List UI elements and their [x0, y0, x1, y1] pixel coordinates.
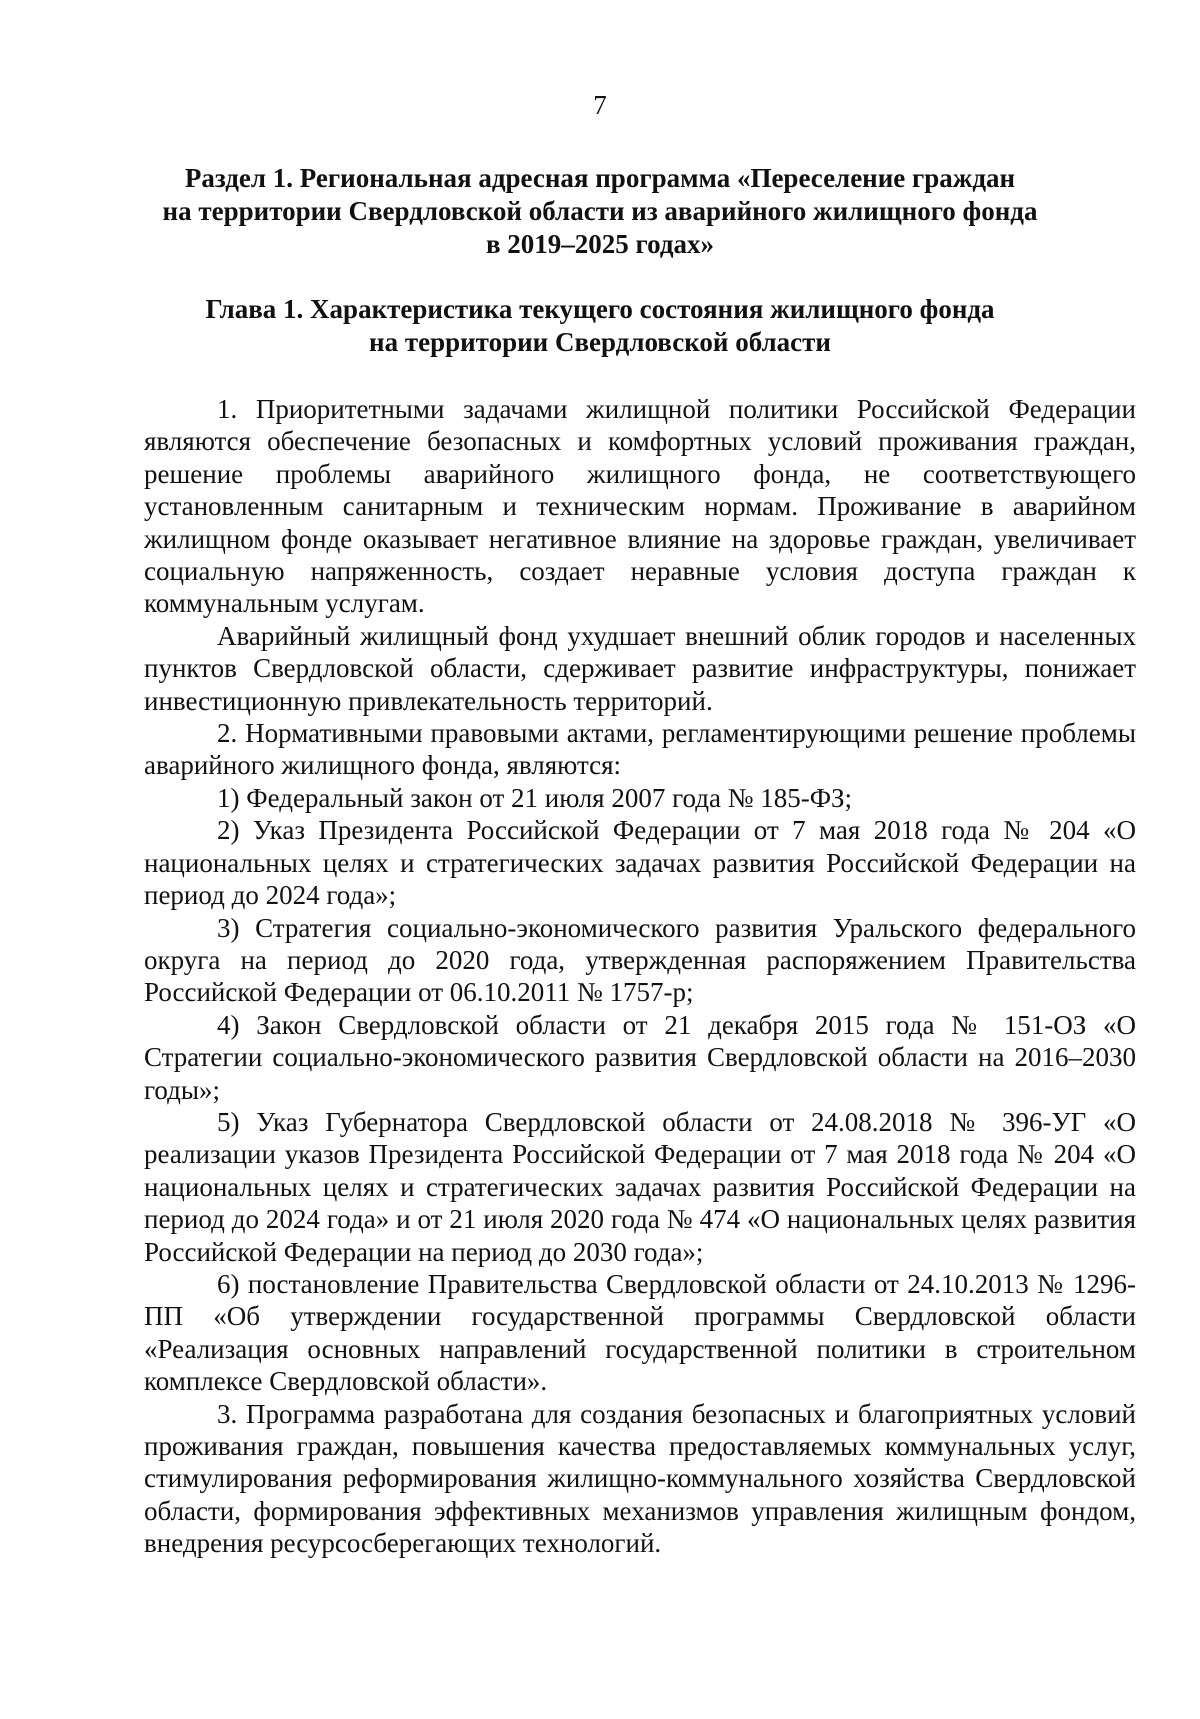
paragraph-3: 2. Нормативными правовыми актами, регламентирующими решение проблемы аварийного жилищного фонда, являются: [144, 718, 1136, 781]
list-item-3: 3) Стратегия социально-экономического развития Уральского федерального округа на период до 2020 года, утвержденная распоряжением Правительства Российской Федерации от 06.10.2011 № 1757-р; [144, 912, 1136, 1008]
paragraph-4: 3. Программа разработана для создания безопасных и благоприятных условий проживания граждан, повышения качества предоставляемых коммунальных услуг, стимулирования реформирования жилищно-коммунального хозяйства Свердловской области, формирования эффективных механизмов управления жилищным фондом, внедрения ресурсосберегающих технологий. [144, 1398, 1136, 1559]
chapter-title [150, 293, 1050, 359]
section-title-line-2: на территории Свердловской области из аварийного жилищного фонда [162, 196, 1038, 226]
chapter-title-line-1: Глава 1. Характеристика текущего состояния жилищного фонда [205, 294, 995, 324]
section-title-line-1: Раздел 1. Региональная адресная программа «Переселение граждан [184, 163, 1016, 193]
list-item-2: 2) Указ Президента Российской Федерации от 7 мая 2018 года № 204 «О национальных целях и стратегических задачах развития Российской Федерации на период до 2024 года»; [144, 815, 1136, 911]
section-title [150, 162, 1050, 261]
body-text [144, 393, 1136, 1560]
paragraph-1: 1. Приоритетными задачами жилищной политики Российской Федерации являются обеспечение безопасных и комфортных условий проживания граждан, решение проблемы аварийного жилищного фонда, не соответствующего установленным санитарным и техническим нормам. Проживание в аварийном жилищном фонде оказывает негативное влияние на здоровье граждан, увеличивает социальную напряженность, создает неравные условия доступа граждан к коммунальным услугам. [144, 394, 1136, 619]
list-item-1: 1) Федеральный закон от 21 июля 2007 года № 185-ФЗ; [217, 782, 853, 813]
page-number: 7 [593, 90, 607, 120]
paragraph-2: Аварийный жилищный фонд ухудшает внешний облик городов и населенных пунктов Свердловской области, сдерживает развитие инфраструктуры, понижает инвестиционную привлекательность территорий. [144, 620, 1136, 716]
list-item-6: 6) постановление Правительства Свердловской области от 24.10.2013 № 1296-ПП «Об утверждении государственной программы Свердловской области «Реализация основных направлений государственной политики в строительном комплексе Свердловской области». [144, 1268, 1136, 1397]
chapter-title-line-2: на территории Свердловской области [369, 327, 831, 357]
list-item-5: 5) Указ Губернатора Свердловской области от 24.08.2018 № 396-УГ «О реализации указов Президента Российской Федерации от 7 мая 2018 года № 204 «О национальных целях и стратегических задачах развития Российской Федерации на период до 2024 года» и от 21 июля 2020 года № 474 «О национальных целях развития Российской Федерации на период до 2030 года»; [144, 1106, 1136, 1267]
list-item-4: 4) Закон Свердловской области от 21 декабря 2015 года № 151-ОЗ «О Стратегии социально-экономического развития Свердловской области на 2016–2030 годы»; [144, 1009, 1136, 1105]
section-title-line-3: в 2019–2025 годах» [485, 229, 715, 259]
